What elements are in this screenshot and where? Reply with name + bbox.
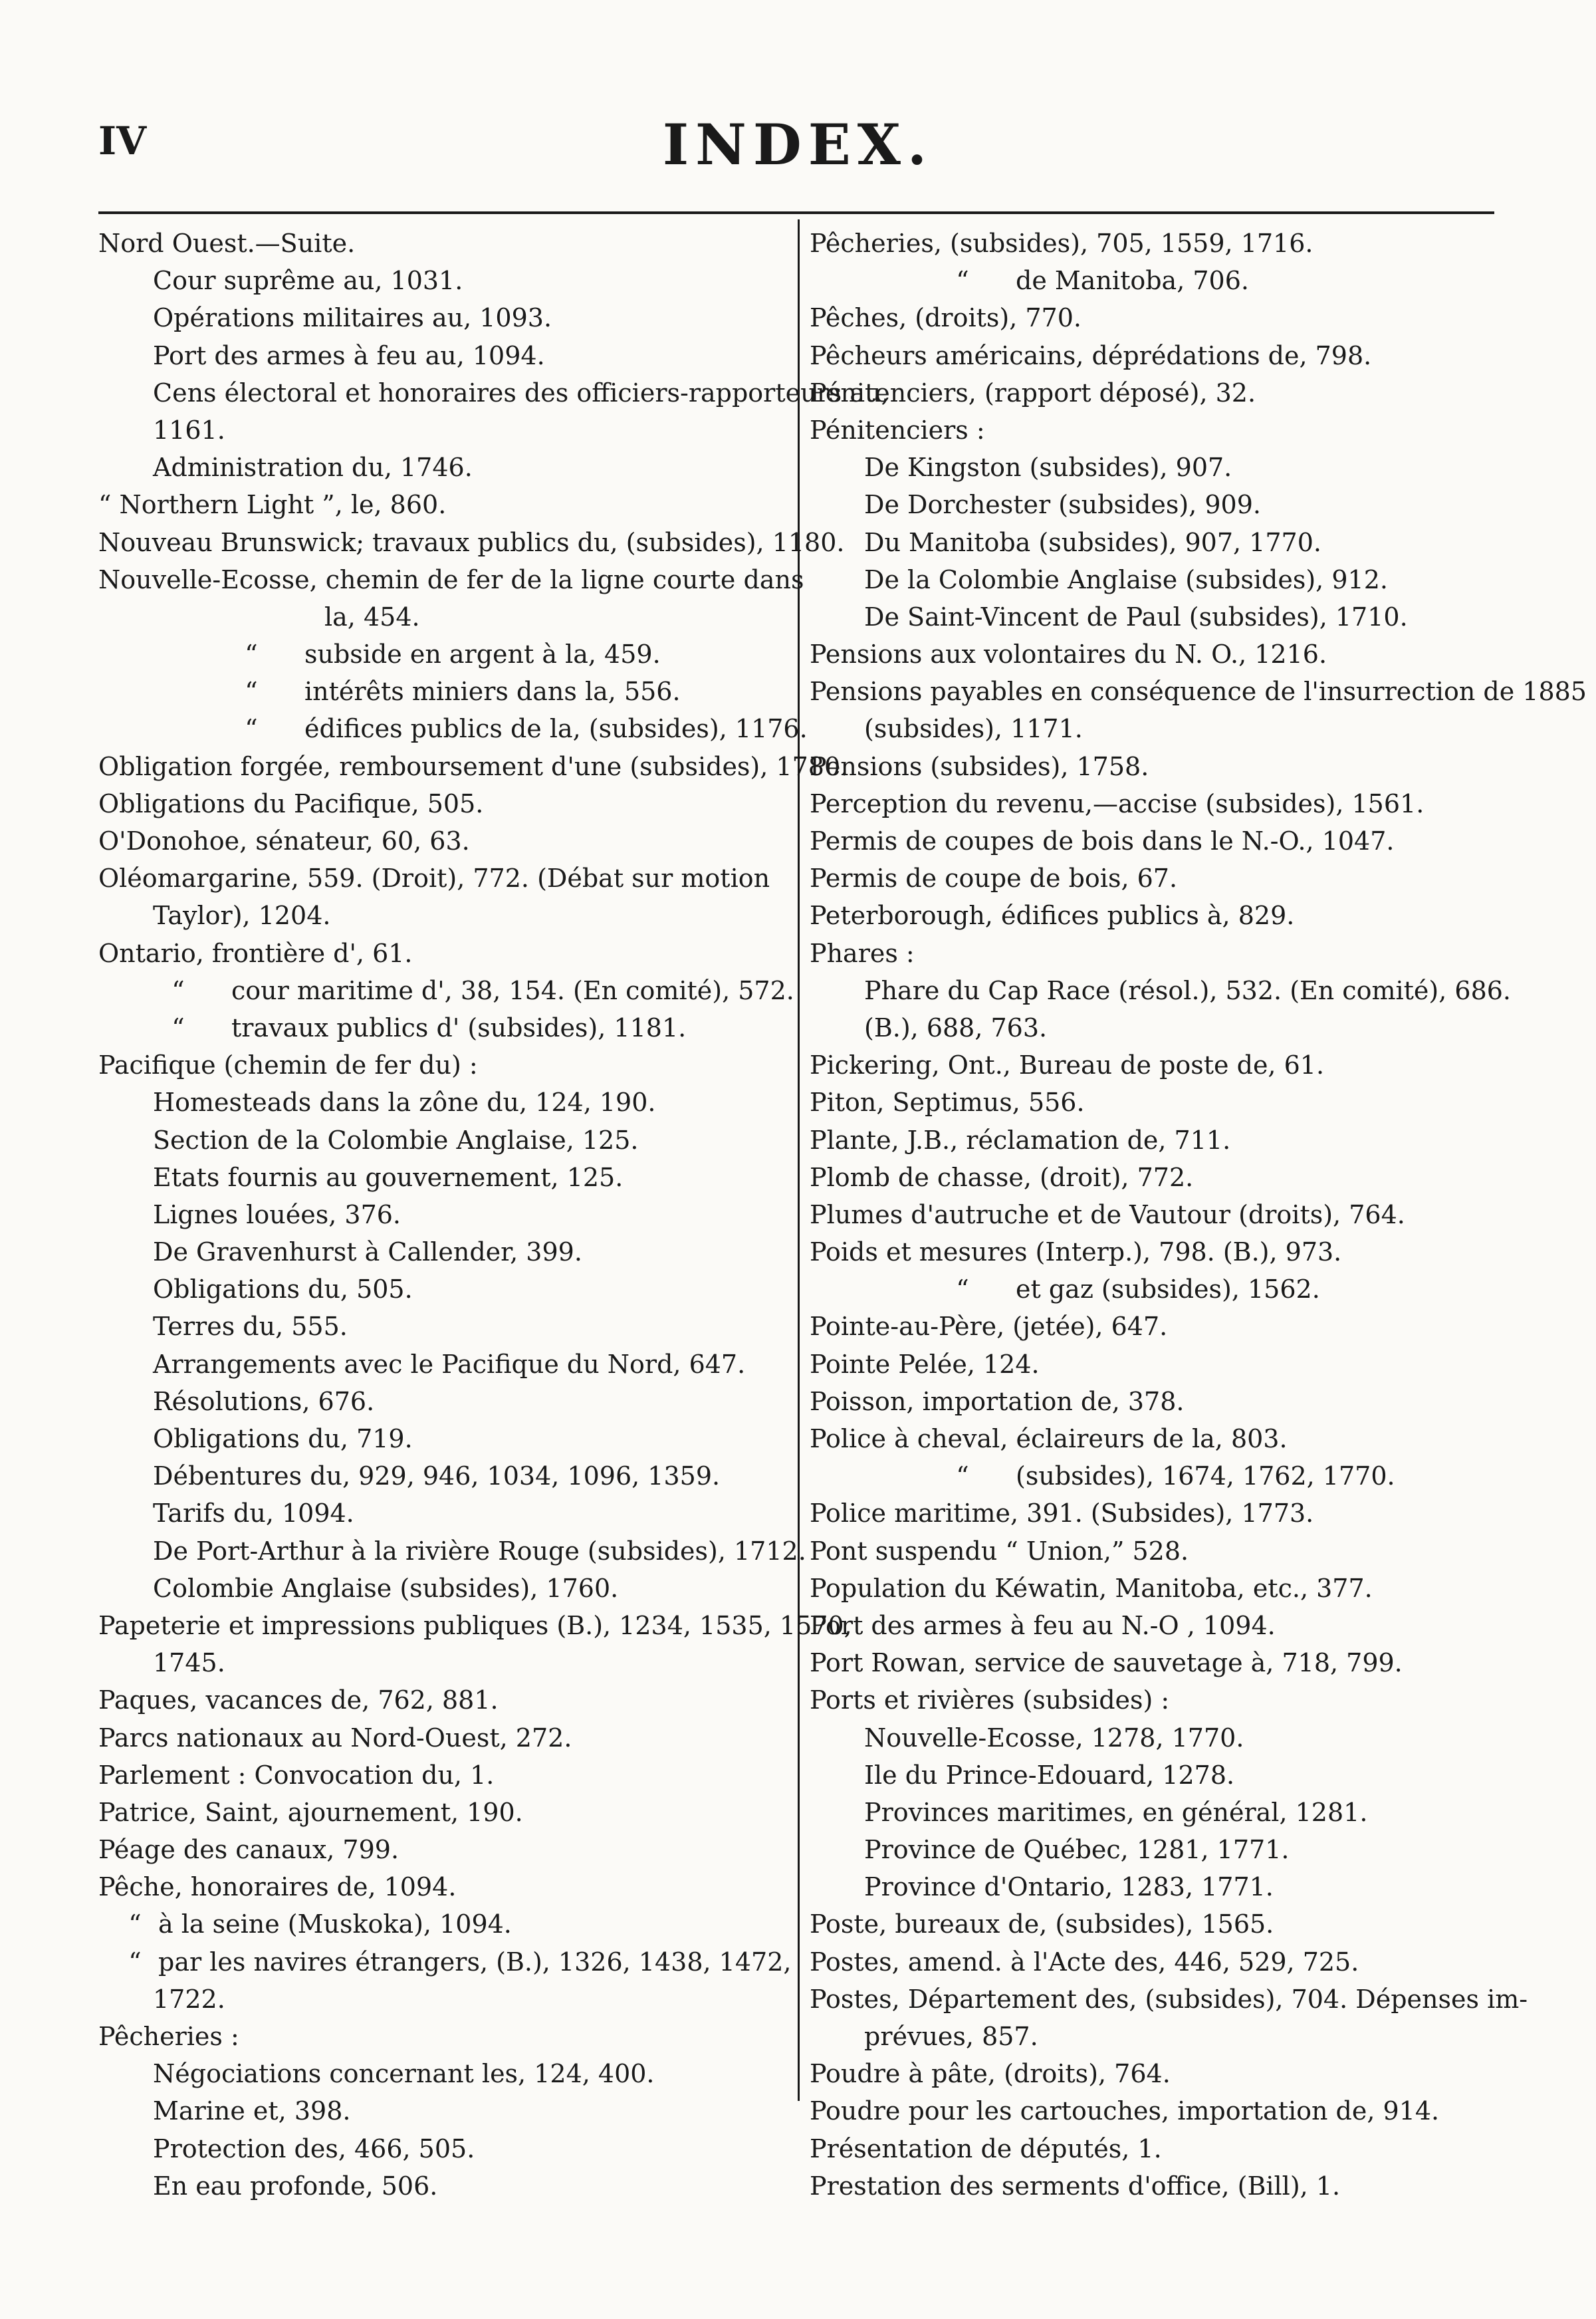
- index-entry: [98, 972, 794, 1009]
- index-entry: [810, 1084, 1508, 1121]
- index-entry: [98, 1644, 791, 1681]
- index-entry: [810, 2055, 1508, 2092]
- index-entry: [810, 1159, 1508, 1196]
- page-title: INDEX.: [662, 112, 934, 178]
- page-number: IV: [98, 118, 147, 164]
- index-entry: [810, 1607, 1508, 1644]
- index-entry-text: Parcs nationaux au Nord-Ouest, 272.: [98, 1723, 572, 1753]
- index-entry-text: Port des armes à feu au, 1094.: [153, 340, 545, 370]
- index-entry-text: Péage des canaux, 799.: [98, 1835, 399, 1865]
- index-entry: [98, 1271, 791, 1308]
- index-entry-text: Pénitenciers, (rapport déposé), 32.: [810, 378, 1256, 408]
- index-entry-text: O'Donohoe, sénateur, 60, 63.: [98, 826, 470, 856]
- index-right-column: [810, 225, 1587, 2205]
- index-entry-text: Province de Québec, 1281, 1771.: [864, 1835, 1290, 1865]
- index-entry: [98, 1570, 791, 1607]
- index-entry-text: Pensions aux volontaires du N. O., 1216.: [810, 640, 1327, 670]
- index-entry: [810, 1831, 1508, 1868]
- index-entry: [98, 2055, 791, 2092]
- index-entry-text: Pensions payables en conséquence de l'insurrection de 1885: [810, 677, 1587, 707]
- index-entry: [810, 1009, 1508, 1046]
- ditto-mark: “: [956, 266, 969, 296]
- index-entry: [98, 1159, 791, 1196]
- index-entry: [98, 1196, 791, 1233]
- index-entry-text: (subsides), 1171.: [864, 714, 1083, 744]
- index-entry: [98, 1346, 791, 1383]
- index-entry-text: la, 454.: [324, 602, 420, 632]
- index-entry: [98, 1981, 791, 2018]
- index-entry: [810, 1757, 1508, 1794]
- ditto-mark: “: [171, 975, 185, 1005]
- index-entry-text: Oléomargarine, 559. (Droit), 772. (Débat sur motion: [98, 864, 770, 894]
- index-entry: [98, 2092, 791, 2130]
- index-entry: [98, 1122, 791, 1159]
- index-entry-text: Nouvelle-Ecosse, 1278, 1770.: [864, 1723, 1244, 1753]
- index-entry-text: de Manitoba, 706.: [1016, 266, 1249, 296]
- index-entry: [810, 822, 1508, 860]
- index-entry: [810, 299, 1508, 336]
- index-entry-text: intérêts miniers dans la, 556.: [304, 677, 681, 707]
- index-entry: [98, 1607, 852, 1644]
- index-entry-text: Phare du Cap Race (résol.), 532. (En comité), 686.: [864, 975, 1512, 1005]
- index-entry: [810, 2167, 1508, 2205]
- index-entry-text: Tarifs du, 1094.: [153, 1499, 354, 1528]
- index-entry: [810, 1420, 1508, 1457]
- index-entry: [98, 1420, 791, 1457]
- index-entry: [810, 1868, 1508, 1905]
- index-entry: [98, 486, 791, 523]
- index-entry-text: cour maritime d', 38, 154. (En comité), 572.: [231, 975, 794, 1005]
- index-entry: [98, 710, 808, 747]
- index-entry: [98, 1495, 791, 1532]
- index-entry-text: Nord Ouest.—Suite.: [98, 229, 356, 258]
- index-entry: [810, 748, 1508, 785]
- index-entry: [810, 412, 1508, 449]
- index-entry-text: Patrice, Saint, ajournement, 190.: [98, 1797, 523, 1827]
- index-entry: [98, 1943, 791, 1981]
- index-entry-text: Pêcheries, (subsides), 705, 1559, 1716.: [810, 229, 1313, 258]
- ditto-mark: “: [956, 1275, 969, 1304]
- index-entry: [810, 1943, 1508, 1981]
- index-entry: [810, 1570, 1508, 1607]
- index-entry-text: Poids et mesures (Interp.), 798. (B.), 973.: [810, 1237, 1342, 1267]
- index-entry: [810, 972, 1512, 1009]
- index-entry-text: De Gravenhurst à Callender, 399.: [153, 1237, 582, 1267]
- index-entry-text: à la seine (Muskoka), 1094.: [158, 1909, 512, 1939]
- index-entry: [98, 1084, 791, 1121]
- index-entry: [98, 225, 791, 262]
- index-entry: [810, 2018, 1508, 2055]
- index-entry-text: Phares :: [810, 938, 915, 968]
- index-entry: [810, 1681, 1508, 1719]
- index-entry: [810, 1981, 1528, 2018]
- index-entry-text: Présentation de députés, 1.: [810, 2134, 1162, 2163]
- index-entry: [98, 1681, 791, 1719]
- index-entry-text: Obligations du, 719.: [153, 1424, 413, 1453]
- index-entry: [810, 636, 1508, 673]
- index-entry-text: Permis de coupe de bois, 67.: [810, 864, 1178, 894]
- index-entry: [98, 262, 791, 299]
- index-entry: [810, 1495, 1508, 1532]
- index-entry-text: Pickering, Ont., Bureau de poste de, 61.: [810, 1050, 1325, 1080]
- ditto-mark: “: [245, 677, 258, 707]
- index-entry-text: Province d'Ontario, 1283, 1771.: [864, 1872, 1274, 1902]
- index-entry-text: Pointe-au-Père, (jetée), 647.: [810, 1312, 1168, 1342]
- index-entry: [98, 636, 791, 673]
- index-entry-text: Population du Kéwatin, Manitoba, etc., 377.: [810, 1573, 1373, 1603]
- index-entry-text: Pêcheries :: [98, 2022, 239, 2051]
- index-entry: [810, 1196, 1508, 1233]
- index-entry-text: Plumes d'autruche et de Vautour (droits), 764.: [810, 1199, 1405, 1229]
- index-entry-text: Du Manitoba (subsides), 907, 1770.: [864, 527, 1321, 557]
- index-entry: [98, 2130, 791, 2167]
- index-entry: [98, 561, 804, 598]
- index-entry: [98, 1905, 791, 1943]
- index-entry: [810, 2130, 1508, 2167]
- index-entry-text: Port Rowan, service de sauvetage à, 718, 799.: [810, 1648, 1403, 1678]
- index-entry-text: De Kingston (subsides), 907.: [864, 453, 1232, 483]
- index-entry: [810, 374, 1508, 412]
- index-entry: [98, 1009, 791, 1046]
- index-entry-text: Terres du, 555.: [153, 1312, 348, 1342]
- index-entry-text: Obligation forgée, remboursement d'une (subsides), 1780.: [98, 751, 849, 781]
- index-entry: [98, 1794, 791, 1831]
- index-entry-text: Provinces maritimes, en général, 1281.: [864, 1797, 1368, 1827]
- index-entry-text: par les navires étrangers, (B.), 1326, 1438, 1472,: [158, 1947, 792, 1977]
- index-entry-text: Perception du revenu,—accise (subsides), 1561.: [810, 789, 1425, 818]
- index-entry-text: 1722.: [153, 1984, 225, 2014]
- index-entry-text: travaux publics d' (subsides), 1181.: [231, 1013, 687, 1042]
- index-entry-text: Opérations militaires au, 1093.: [153, 303, 552, 333]
- index-entry-text: De Port-Arthur à la rivière Rouge (subsides), 1712.: [153, 1536, 806, 1566]
- ditto-mark: “: [956, 1461, 969, 1491]
- index-entry: [98, 2167, 791, 2205]
- index-entry-text: Etats fournis au gouvernement, 125.: [153, 1162, 624, 1192]
- index-entry-text: Poudre pour les cartouches, importation de, 914.: [810, 2096, 1440, 2126]
- index-entry: [98, 412, 791, 449]
- index-entry-text: Colombie Anglaise (subsides), 1760.: [153, 1573, 619, 1603]
- index-entry-text: De Dorchester (subsides), 909.: [864, 490, 1261, 520]
- index-entry: [810, 225, 1508, 262]
- index-entry-text: Taylor), 1204.: [153, 901, 331, 931]
- index-entry-text: Section de la Colombie Anglaise, 125.: [153, 1125, 639, 1155]
- index-entry: [98, 449, 791, 486]
- index-entry-text: Marine et, 398.: [153, 2096, 351, 2126]
- index-entry-text: Poste, bureaux de, (subsides), 1565.: [810, 1909, 1274, 1939]
- index-entry-text: En eau profonde, 506.: [153, 2171, 438, 2201]
- index-entry: [98, 1308, 791, 1345]
- index-entry-text: Homesteads dans la zône du, 124, 190.: [153, 1088, 656, 1118]
- index-entry-text: Obligations du Pacifique, 505.: [98, 789, 484, 818]
- index-entry-text: Pointe Pelée, 124.: [810, 1349, 1040, 1379]
- index-entry: [98, 1757, 791, 1794]
- ditto-mark: “: [128, 1909, 142, 1939]
- index-entry: [98, 860, 791, 897]
- index-entry-text: Poisson, importation de, 378.: [810, 1386, 1185, 1416]
- index-entry-text: Paques, vacances de, 762, 881.: [98, 1685, 499, 1715]
- index-entry-text: Police à cheval, éclaireurs de la, 803.: [810, 1424, 1288, 1453]
- index-entry: [98, 822, 791, 860]
- index-entry: [98, 785, 791, 822]
- index-entry: [810, 1346, 1508, 1383]
- header-rule: [98, 211, 1494, 214]
- index-entry: [810, 598, 1508, 636]
- index-entry: [810, 262, 1508, 299]
- index-entry: [98, 299, 791, 336]
- index-entry-text: Négociations concernant les, 124, 400.: [153, 2059, 655, 2089]
- index-entry: [810, 1271, 1508, 1308]
- index-entry: [810, 785, 1508, 822]
- index-entry: [810, 1719, 1508, 1757]
- index-entry-text: Ports et rivières (subsides) :: [810, 1685, 1170, 1715]
- ditto-mark: “: [245, 640, 258, 670]
- ditto-mark: “: [128, 1947, 142, 1977]
- index-entry: [98, 1868, 791, 1905]
- index-entry: [98, 673, 791, 710]
- index-entry: [810, 935, 1508, 972]
- index-entry: [98, 374, 889, 412]
- index-entry-text: édifices publics de la, (subsides), 1176.: [304, 714, 808, 744]
- index-entry-text: subside en argent à la, 459.: [304, 640, 661, 670]
- index-entry-text: Débentures du, 929, 946, 1034, 1096, 1359.: [153, 1461, 721, 1491]
- index-entry-text: et gaz (subsides), 1562.: [1016, 1275, 1320, 1304]
- index-entry-text: Lignes louées, 376.: [153, 1199, 401, 1229]
- index-entry-text: Port des armes à feu au N.-O , 1094.: [810, 1610, 1276, 1640]
- index-entry-text: Résolutions, 676.: [153, 1386, 375, 1416]
- index-entry-text: De la Colombie Anglaise (subsides), 912.: [864, 564, 1388, 594]
- index-entry-text: Arrangements avec le Pacifique du Nord, 647.: [153, 1349, 746, 1379]
- index-entry: [810, 1046, 1508, 1084]
- index-entry: [810, 1383, 1508, 1420]
- index-entry-text: Pacifique (chemin de fer du) :: [98, 1050, 478, 1080]
- index-entry: [98, 897, 791, 934]
- index-entry-text: Cens électoral et honoraires des officiers-rapporteurs au,: [153, 378, 889, 408]
- index-entry: [98, 524, 845, 561]
- index-entry: [810, 486, 1508, 523]
- index-entry-text: Parlement : Convocation du, 1.: [98, 1760, 495, 1790]
- index-entry-text: Postes, Département des, (subsides), 704. Dépenses im-: [810, 1984, 1528, 2014]
- index-entry-text: 1161.: [153, 415, 225, 445]
- index-entry-text: prévues, 857.: [864, 2022, 1038, 2051]
- index-entry: [98, 2018, 791, 2055]
- index-entry: [810, 1644, 1508, 1681]
- index-entry-text: Poudre à pâte, (droits), 764.: [810, 2059, 1171, 2089]
- index-entry-text: Pêcheurs américains, déprédations de, 798.: [810, 340, 1372, 370]
- ditto-mark: “: [245, 714, 258, 744]
- index-entry: [810, 1122, 1508, 1159]
- index-entry-text: Plomb de chasse, (droit), 772.: [810, 1162, 1194, 1192]
- index-entry-text: Ontario, frontière d', 61.: [98, 938, 413, 968]
- index-entry-text: “ Northern Light ”, le, 860.: [98, 490, 447, 520]
- index-entry: [810, 710, 1508, 747]
- index-entry-text: (subsides), 1674, 1762, 1770.: [1016, 1461, 1395, 1491]
- index-entry-text: Protection des, 466, 505.: [153, 2134, 475, 2163]
- index-entry: [98, 748, 849, 785]
- index-entry: [810, 1794, 1508, 1831]
- index-entry-text: Papeterie et impressions publiques (B.), 1234, 1535, 1570,: [98, 1610, 852, 1640]
- index-entry-text: Police maritime, 391. (Subsides), 1773.: [810, 1499, 1314, 1528]
- index-entry-text: Plante, J.B., réclamation de, 711.: [810, 1125, 1231, 1155]
- index-entry: [810, 860, 1508, 897]
- index-entry: [810, 897, 1508, 934]
- index-entry: [98, 1383, 791, 1420]
- index-entry: [810, 1532, 1508, 1570]
- index-entry-text: Ile du Prince-Edouard, 1278.: [864, 1760, 1235, 1790]
- index-entry: [98, 1046, 791, 1084]
- index-entry-text: Permis de coupes de bois dans le N.-O., 1047.: [810, 826, 1395, 856]
- index-entry-text: Nouveau Brunswick; travaux publics du, (subsides), 1180.: [98, 527, 845, 557]
- index-entry-text: (B.), 688, 763.: [864, 1013, 1048, 1042]
- index-entry-text: Pensions (subsides), 1758.: [810, 751, 1149, 781]
- index-entry-text: De Saint-Vincent de Paul (subsides), 1710.: [864, 602, 1408, 632]
- index-entry: [810, 524, 1508, 561]
- index-entry-text: Pêches, (droits), 770.: [810, 303, 1082, 333]
- index-entry: [98, 1831, 791, 1868]
- index-entry-text: Piton, Septimus, 556.: [810, 1088, 1085, 1118]
- index-entry: [810, 1308, 1508, 1345]
- index-entry-text: Cour suprême au, 1031.: [153, 266, 463, 296]
- index-entry: [98, 598, 791, 636]
- index-entry-text: Obligations du, 505.: [153, 1275, 413, 1304]
- index-entry-text: Pêche, honoraires de, 1094.: [98, 1872, 457, 1902]
- index-entry-text: Postes, amend. à l'Acte des, 446, 529, 725.: [810, 1947, 1359, 1977]
- index-entry: [810, 561, 1508, 598]
- index-entry: [810, 1905, 1508, 1943]
- index-entry: [810, 1457, 1508, 1495]
- index-entry: [810, 1233, 1508, 1271]
- index-entry: [98, 1457, 791, 1495]
- index-entry: [98, 1719, 791, 1757]
- index-entry: [810, 449, 1508, 486]
- index-entry-text: Prestation des serments d'office, (Bill), 1.: [810, 2171, 1341, 2201]
- index-entry: [810, 673, 1587, 710]
- index-entry: [98, 935, 791, 972]
- index-entry: [98, 1233, 791, 1271]
- index-entry-text: Pont suspendu “ Union,” 528.: [810, 1536, 1189, 1566]
- index-entry-text: 1745.: [153, 1648, 225, 1678]
- ditto-mark: “: [171, 1013, 185, 1042]
- index-entry: [810, 337, 1508, 374]
- index-entry: [98, 337, 791, 374]
- index-entry-text: Administration du, 1746.: [153, 453, 473, 483]
- index-entry-text: Pénitenciers :: [810, 415, 985, 445]
- index-entry: [810, 2092, 1508, 2130]
- index-entry: [98, 1532, 806, 1570]
- index-entry-text: Peterborough, édifices publics à, 829.: [810, 901, 1295, 931]
- index-entry-text: Nouvelle-Ecosse, chemin de fer de la ligne courte dans: [98, 564, 804, 594]
- column-divider: [798, 219, 800, 2101]
